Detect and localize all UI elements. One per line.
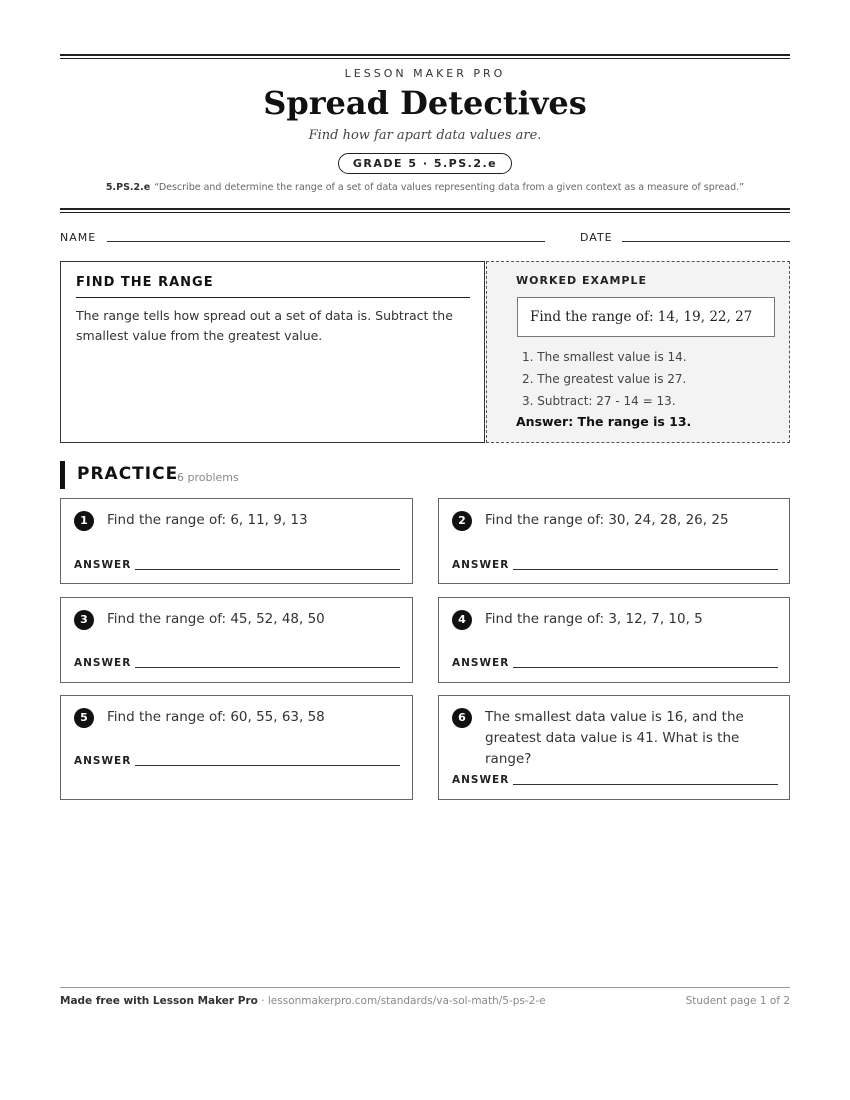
answer-label: ANSWER	[452, 657, 510, 669]
problem-number-badge: 3	[74, 610, 94, 630]
worked-example-answer: Answer: The range is 13.	[516, 414, 692, 429]
name-date-row	[60, 229, 790, 249]
answer-field-2[interactable]	[513, 569, 778, 570]
worked-example-step: 2. The greatest value is 27.	[522, 372, 687, 386]
problem-card-3	[60, 597, 413, 683]
date-label: DATE	[580, 231, 613, 244]
answer-field-5[interactable]	[135, 765, 400, 766]
problem-number-badge: 1	[74, 511, 94, 531]
problem-card-2	[438, 498, 790, 584]
problem-number-badge: 6	[452, 708, 472, 728]
footer-page-number: Student page 1 of 2	[685, 995, 790, 1007]
answer-label: ANSWER	[452, 559, 510, 571]
top-rule	[60, 54, 790, 59]
problem-number-badge: 2	[452, 511, 472, 531]
answer-label: ANSWER	[452, 774, 510, 786]
footer-url[interactable]: · lessonmakerpro.com/standards/va-sol-math/5-ps-2-e	[257, 995, 546, 1007]
problem-card-5	[60, 695, 413, 800]
footer-credit	[60, 995, 546, 1007]
worked-example-heading: WORKED EXAMPLE	[516, 274, 647, 287]
name-field[interactable]	[107, 241, 545, 242]
standard-description	[60, 182, 790, 193]
standard-text: “Describe and determine the range of a set of data values representing data from a given context as a measure of spread.”	[154, 182, 745, 193]
footer-rule	[60, 987, 790, 988]
standard-code: 5.PS.2.e	[105, 182, 151, 193]
problem-question: Find the range of: 45, 52, 48, 50	[107, 611, 325, 627]
practice-count: 6 problems	[177, 471, 239, 484]
worked-example-problem: Find the range of: 14, 19, 22, 27	[517, 297, 775, 337]
header-bottom-rule	[60, 208, 790, 213]
worksheet-subtitle: Find how far apart data values are.	[308, 128, 542, 143]
practice-heading: PRACTICE	[77, 464, 179, 484]
answer-field-1[interactable]	[135, 569, 400, 570]
worksheet-title: Spread Detectives	[263, 84, 587, 122]
problem-question: Find the range of: 30, 24, 28, 26, 25	[485, 512, 729, 528]
grade-badge: GRADE 5 · 5.PS.2.e	[338, 153, 512, 174]
practice-accent-bar	[60, 461, 65, 489]
worked-example-step: 1. The smallest value is 14.	[522, 350, 687, 364]
name-label: NAME	[60, 231, 97, 244]
worked-example-box	[486, 261, 790, 443]
problem-question: Find the range of: 60, 55, 63, 58	[107, 709, 325, 725]
date-field[interactable]	[622, 241, 790, 242]
problem-card-6	[438, 695, 790, 800]
answer-field-4[interactable]	[513, 667, 778, 668]
answer-field-3[interactable]	[135, 667, 400, 668]
find-the-range-box	[60, 261, 485, 443]
answer-label: ANSWER	[74, 657, 132, 669]
problem-card-4	[438, 597, 790, 683]
problem-question: The smallest data value is 16, and the greatest data value is 41. What is the range?	[485, 709, 744, 767]
footer-made-with: Made free with Lesson Maker Pro	[60, 995, 258, 1007]
worked-example-steps	[522, 346, 687, 412]
problem-question: Find the range of: 3, 12, 7, 10, 5	[485, 611, 703, 627]
problem-number-badge: 4	[452, 610, 472, 630]
find-range-heading: FIND THE RANGE	[76, 275, 470, 298]
problem-number-badge: 5	[74, 708, 94, 728]
find-range-body: The range tells how spread out a set of data is. Subtract the smallest value from the greatest value.	[76, 308, 453, 343]
answer-label: ANSWER	[74, 755, 132, 767]
brand-name: LESSON MAKER PRO	[344, 67, 506, 80]
problem-question: Find the range of: 6, 11, 9, 13	[107, 512, 308, 528]
grade-badge-wrap	[60, 152, 790, 174]
problem-card-1	[60, 498, 413, 584]
answer-field-6[interactable]	[513, 784, 778, 785]
answer-label: ANSWER	[74, 559, 132, 571]
worked-example-step: 3. Subtract: 27 - 14 = 13.	[522, 394, 676, 408]
